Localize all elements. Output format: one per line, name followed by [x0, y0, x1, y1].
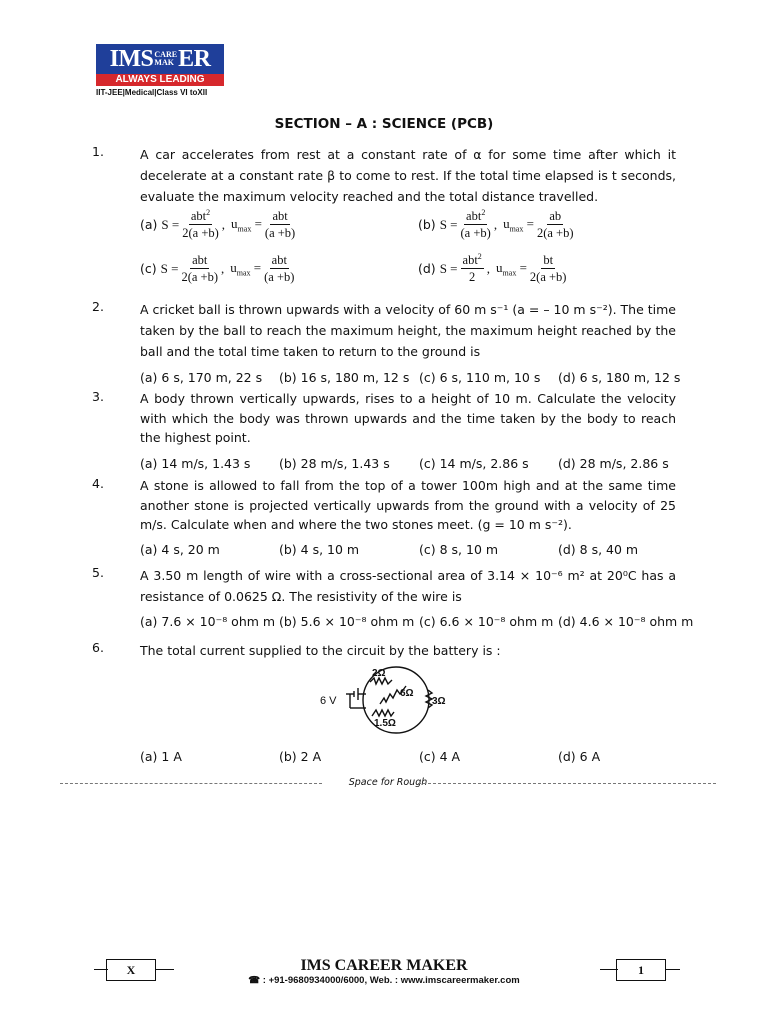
option-1d: (d) S = $\frac{abt^2}{2}$ , $u_{max}$ = $\frac{bt}{2(a +b)}$: [418, 252, 567, 284]
option: (a) 7.6 × 10⁻⁸ ohm m: [140, 614, 276, 629]
question-text: A body thrown vertically upwards, rises to a height of 10 m. Calculate the velocity with which the body was thrown upwards and the time taken by the body to reach the highest point.: [140, 391, 676, 445]
option: (c) 6.6 × 10⁻⁸ ohm m: [419, 614, 554, 629]
footer-left-box: X: [106, 959, 156, 981]
circuit-battery-label: 6 V: [320, 695, 337, 707]
question-5: [92, 565, 676, 607]
option: (a) 4 s, 20 m: [140, 542, 220, 557]
option: (a) 1 A: [140, 749, 182, 764]
options-row-2: [140, 370, 680, 385]
question-text: A stone is allowed to fall from the top of a tower 100m high and at the same time another stone is projected vertically upwards from the ground with a velocity of 25 m/s. Calculate when and where the two stones meet. (g = 10 m s⁻²).: [140, 478, 676, 532]
page-number: 1: [616, 959, 666, 981]
options-row-5: [140, 614, 694, 629]
option: (c) 6 s, 110 m, 10 s: [419, 370, 541, 385]
footer-contact: ☎ : +91-9680934000/6000, Web. : www.imscareermaker.com: [248, 975, 520, 986]
option: (b) 5.6 × 10⁻⁸ ohm m: [279, 614, 415, 629]
fraction: $\frac{bt}{2(a +b)}$: [529, 253, 567, 284]
option-1a: (a) S = $\frac{abt^2}{2(a +b)}$ , $u_{max}$ = $\frac{\text{abt}}{(a +b)}$: [140, 208, 296, 240]
circuit-r1-label: 2Ω: [372, 668, 386, 679]
option: (d) 28 m/s, 2.86 s: [558, 456, 669, 471]
fraction: $\frac{abt^2}{2}$: [462, 252, 482, 284]
fraction: $\frac{\text{abt}}{(a +b)}$: [264, 253, 295, 284]
rough-space-divider: [60, 777, 716, 791]
options-row-6: [140, 749, 680, 764]
option: (d) 6 s, 180 m, 12 s: [558, 370, 681, 385]
question-text: A 3.50 m length of wire with a cross-sectional area of 3.14 × 10⁻⁶ m² at 20⁰C has a resistance of 0.0625 Ω. The resistivity of the wire is: [140, 568, 676, 604]
question-number: 2.: [92, 299, 104, 314]
logo-subtitle: IIT-JEE|Medical|Class VI toXII: [96, 88, 208, 97]
circuit-r2-label: 6Ω: [400, 688, 414, 699]
question-number: 1.: [92, 144, 104, 159]
option: (d) 6 A: [558, 749, 601, 764]
question-2: [92, 299, 676, 362]
logo-tagline: ALWAYS LEADING: [96, 74, 224, 86]
dashed-line-right: [418, 783, 716, 784]
option: (b) 2 A: [279, 749, 322, 764]
rough-space-label: Space for Rough: [348, 777, 428, 788]
logo-ims: IMS: [109, 45, 154, 72]
fraction: $\frac{\text{abt}}{2(a +b)}$: [181, 253, 219, 284]
fraction: $\frac{abt^2}{2(a +b)}$: [182, 208, 219, 240]
question-number: 3.: [92, 389, 104, 404]
options-row-4: [140, 542, 680, 557]
question-number: 5.: [92, 565, 104, 580]
fraction: $\frac{abt^2}{(a +b)}$: [460, 208, 491, 240]
option-1c: (c) S = $\frac{\text{abt}}{2(a +b)}$ , $u_{max}$ = $\frac{\text{abt}}{(a +b)}$: [140, 253, 295, 284]
fraction: $\frac{ab}{2(a +b)}$: [536, 209, 574, 240]
logo-small-text: CARE MAK: [154, 50, 178, 67]
footer-line: [666, 969, 680, 970]
question-text: A cricket ball is thrown upwards with a velocity of 60 m s⁻¹ (a = – 10 m s⁻²). The time taken by the ball to reach the maximum height, the maximum height reached by the ball and the total time taken to return to the ground is: [140, 302, 676, 359]
question-number: 6.: [92, 640, 104, 655]
question-text: The total current supplied to the circuit by the battery is :: [140, 643, 501, 658]
question-text: A car accelerates from rest at a constant rate of α for some time after which it decelerate at a constant rate β to come to rest. If the total time elapsed is t seconds, evaluate the maximum velocity reached and the total distance travelled.: [140, 147, 676, 204]
section-title: SECTION – A : SCIENCE (PCB): [274, 116, 494, 132]
option: (a) 14 m/s, 1.43 s: [140, 456, 251, 471]
circuit-diagram: [314, 664, 444, 736]
option: (c) 4 A: [419, 749, 461, 764]
option: (b) 28 m/s, 1.43 s: [279, 456, 390, 471]
option: (b) 16 s, 180 m, 12 s: [279, 370, 410, 385]
option: (d) 4.6 × 10⁻⁸ ohm m: [558, 614, 694, 629]
fraction: $\frac{\text{abt}}{(a +b)}$: [264, 209, 296, 240]
circuit-r3-label: 3Ω: [432, 696, 446, 707]
resistor-1-5-ohm: [372, 710, 394, 716]
option-1b: (b) S = $\frac{abt^2}{(a +b)}$ , $u_{max}$ = $\frac{ab}{2(a +b)}$: [418, 208, 574, 240]
circuit-r4-label: 1.5Ω: [374, 718, 396, 729]
question-6: [92, 640, 676, 661]
options-row-3: [140, 456, 680, 471]
question-number: 4.: [92, 476, 104, 491]
question-4: [92, 476, 676, 535]
option: (c) 8 s, 10 m: [419, 542, 499, 557]
brand-logo: [96, 44, 224, 97]
option: (b) 4 s, 10 m: [279, 542, 360, 557]
question-1: [92, 144, 676, 207]
question-3: [92, 389, 676, 448]
footer-title: IMS CAREER MAKER: [300, 957, 468, 974]
logo-wordmark: [96, 44, 224, 74]
option: (d) 8 s, 40 m: [558, 542, 639, 557]
logo-er: ER: [178, 45, 211, 72]
option: (c) 14 m/s, 2.86 s: [419, 456, 529, 471]
option: (a) 6 s, 170 m, 22 s: [140, 370, 263, 385]
